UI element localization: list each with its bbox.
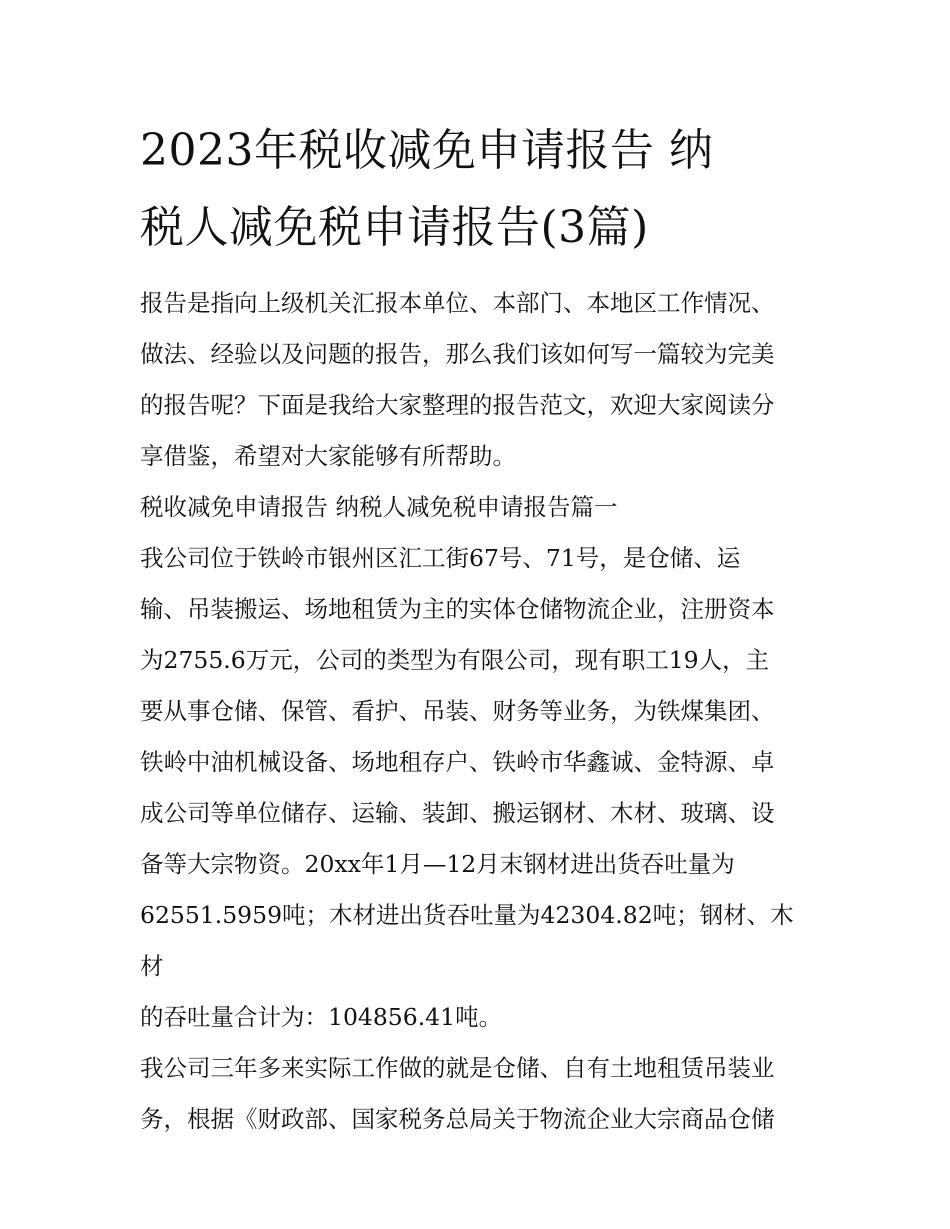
paragraph-line: 62551.5959吨；木材进出货吞吐量为42304.82吨；钢材、木材 [140, 901, 794, 980]
paragraph-line: 的吞吐量合计为：104856.41吨。 [140, 1003, 503, 1031]
intro-line: 的报告呢？下面是我给大家整理的报告范文，欢迎大家阅读分 [140, 391, 775, 419]
paragraph-line: 我公司三年多来实际工作做的就是仓储、自有土地租赁吊装业 [140, 1054, 775, 1082]
document-content [140, 112, 815, 1145]
paragraph-line: 备等大宗物资。20xx年1月—12月末钢材进出货吞吐量为 [140, 850, 735, 878]
title-line-1: 2023年税收减免申请报告 纳 [140, 125, 714, 176]
paragraph-line: 要从事仓储、保管、看护、吊装、财务等业务，为铁煤集团、 [140, 697, 775, 725]
title-line-2: 税人减免税申请报告(3篇) [140, 202, 649, 253]
paragraph-line: 我公司位于铁岭市银州区汇工街67号、71号，是仓储、运 [140, 544, 741, 572]
section-heading: 税收减免申请报告 纳税人减免税申请报告篇一 [140, 493, 618, 521]
intro-line: 做法、经验以及问题的报告，那么我们该如何写一篇较为完美 [140, 340, 775, 368]
paragraph-line: 为2755.6万元，公司的类型为有限公司，现有职工19人，主 [140, 646, 770, 674]
intro-paragraph [140, 278, 815, 482]
paragraph-line: 成公司等单位储存、运输、装卸、搬运钢材、木材、玻璃、设 [140, 799, 775, 827]
paragraph-line: 输、吊装搬运、场地租赁为主的实体仓储物流企业，注册资本 [140, 595, 775, 623]
body-paragraph-2 [140, 1043, 815, 1145]
intro-line: 享借鉴，希望对大家能够有所帮助。 [140, 442, 516, 470]
paragraph-line: 务，根据《财政部、国家税务总局关于物流企业大宗商品仓储 [140, 1105, 775, 1133]
document-title [140, 112, 815, 266]
body-paragraph-1 [140, 533, 815, 1043]
paragraph-line: 铁岭中油机械设备、场地租存户、铁岭市华鑫诚、金特源、卓 [140, 748, 775, 776]
intro-line: 报告是指向上级机关汇报本单位、本部门、本地区工作情况、 [140, 289, 775, 317]
